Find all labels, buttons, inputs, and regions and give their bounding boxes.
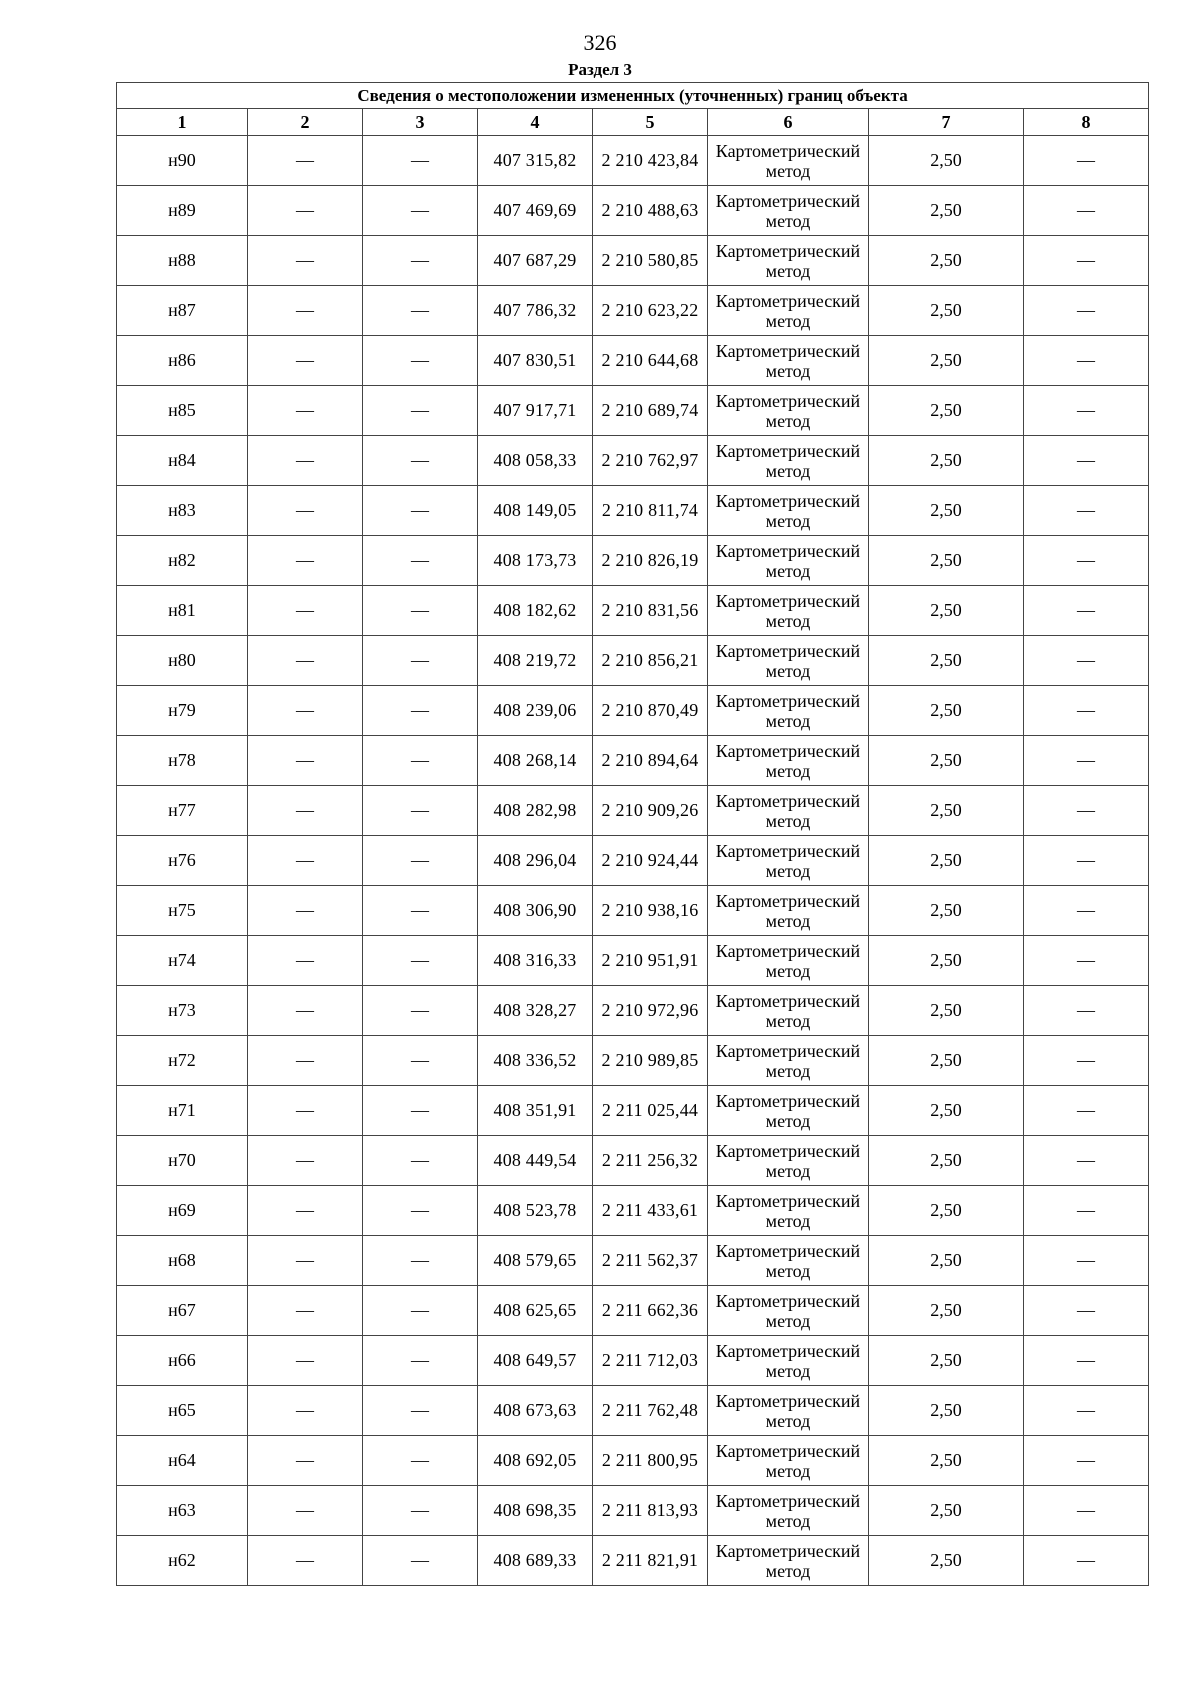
point-name-cell: н72 bbox=[117, 1036, 248, 1086]
table-row bbox=[117, 436, 1149, 486]
empty-dash-cell: — bbox=[363, 1336, 478, 1386]
accuracy-cell: 2,50 bbox=[869, 486, 1024, 536]
empty-dash-cell: — bbox=[1024, 686, 1149, 736]
x-coordinate-cell: 408 182,62 bbox=[478, 586, 593, 636]
accuracy-cell: 2,50 bbox=[869, 536, 1024, 586]
x-coordinate-cell: 407 917,71 bbox=[478, 386, 593, 436]
empty-dash-cell: — bbox=[363, 886, 478, 936]
accuracy-cell: 2,50 bbox=[869, 986, 1024, 1036]
empty-dash-cell: — bbox=[363, 936, 478, 986]
empty-dash-cell: — bbox=[363, 1236, 478, 1286]
empty-dash-cell: — bbox=[248, 1536, 363, 1586]
table-caption-row bbox=[117, 83, 1149, 109]
empty-dash-cell: — bbox=[248, 386, 363, 436]
x-coordinate-cell: 408 058,33 bbox=[478, 436, 593, 486]
x-coordinate-cell: 408 328,27 bbox=[478, 986, 593, 1036]
point-name-cell: н87 bbox=[117, 286, 248, 336]
empty-dash-cell: — bbox=[1024, 286, 1149, 336]
method-cell: Картометрический метод bbox=[708, 986, 869, 1036]
empty-dash-cell: — bbox=[1024, 986, 1149, 1036]
method-cell: Картометрический метод bbox=[708, 236, 869, 286]
empty-dash-cell: — bbox=[248, 486, 363, 536]
table-row bbox=[117, 1336, 1149, 1386]
y-coordinate-cell: 2 210 951,91 bbox=[593, 936, 708, 986]
table-row bbox=[117, 1236, 1149, 1286]
point-name-cell: н66 bbox=[117, 1336, 248, 1386]
y-coordinate-cell: 2 211 562,37 bbox=[593, 1236, 708, 1286]
empty-dash-cell: — bbox=[1024, 736, 1149, 786]
x-coordinate-cell: 408 351,91 bbox=[478, 1086, 593, 1136]
empty-dash-cell: — bbox=[248, 436, 363, 486]
empty-dash-cell: — bbox=[363, 286, 478, 336]
point-name-cell: н84 bbox=[117, 436, 248, 486]
accuracy-cell: 2,50 bbox=[869, 786, 1024, 836]
empty-dash-cell: — bbox=[1024, 1236, 1149, 1286]
column-numbers-row bbox=[117, 109, 1149, 136]
table-body bbox=[117, 136, 1149, 1586]
empty-dash-cell: — bbox=[1024, 486, 1149, 536]
x-coordinate-cell: 408 316,33 bbox=[478, 936, 593, 986]
empty-dash-cell: — bbox=[1024, 1086, 1149, 1136]
point-name-cell: н79 bbox=[117, 686, 248, 736]
empty-dash-cell: — bbox=[248, 1186, 363, 1236]
empty-dash-cell: — bbox=[363, 586, 478, 636]
table-row bbox=[117, 336, 1149, 386]
empty-dash-cell: — bbox=[248, 1336, 363, 1386]
accuracy-cell: 2,50 bbox=[869, 136, 1024, 186]
empty-dash-cell: — bbox=[248, 286, 363, 336]
empty-dash-cell: — bbox=[1024, 636, 1149, 686]
table-row bbox=[117, 236, 1149, 286]
empty-dash-cell: — bbox=[248, 786, 363, 836]
y-coordinate-cell: 2 211 762,48 bbox=[593, 1386, 708, 1436]
accuracy-cell: 2,50 bbox=[869, 386, 1024, 436]
x-coordinate-cell: 408 268,14 bbox=[478, 736, 593, 786]
x-coordinate-cell: 408 173,73 bbox=[478, 536, 593, 586]
y-coordinate-cell: 2 210 826,19 bbox=[593, 536, 708, 586]
table-row bbox=[117, 1086, 1149, 1136]
table-row bbox=[117, 1036, 1149, 1086]
empty-dash-cell: — bbox=[1024, 1286, 1149, 1336]
accuracy-cell: 2,50 bbox=[869, 1286, 1024, 1336]
accuracy-cell: 2,50 bbox=[869, 936, 1024, 986]
empty-dash-cell: — bbox=[363, 436, 478, 486]
point-name-cell: н78 bbox=[117, 736, 248, 786]
accuracy-cell: 2,50 bbox=[869, 1386, 1024, 1436]
empty-dash-cell: — bbox=[1024, 136, 1149, 186]
empty-dash-cell: — bbox=[248, 836, 363, 886]
y-coordinate-cell: 2 210 644,68 bbox=[593, 336, 708, 386]
point-name-cell: н83 bbox=[117, 486, 248, 536]
empty-dash-cell: — bbox=[1024, 1436, 1149, 1486]
x-coordinate-cell: 408 689,33 bbox=[478, 1536, 593, 1586]
table-row bbox=[117, 786, 1149, 836]
table-row bbox=[117, 536, 1149, 586]
empty-dash-cell: — bbox=[363, 836, 478, 886]
method-cell: Картометрический метод bbox=[708, 936, 869, 986]
x-coordinate-cell: 408 239,06 bbox=[478, 686, 593, 736]
point-name-cell: н74 bbox=[117, 936, 248, 986]
x-coordinate-cell: 408 698,35 bbox=[478, 1486, 593, 1536]
method-cell: Картометрический метод bbox=[708, 836, 869, 886]
y-coordinate-cell: 2 210 580,85 bbox=[593, 236, 708, 286]
point-name-cell: н65 bbox=[117, 1386, 248, 1436]
empty-dash-cell: — bbox=[363, 236, 478, 286]
method-cell: Картометрический метод bbox=[708, 486, 869, 536]
x-coordinate-cell: 408 579,65 bbox=[478, 1236, 593, 1286]
empty-dash-cell: — bbox=[363, 1136, 478, 1186]
empty-dash-cell: — bbox=[248, 236, 363, 286]
method-cell: Картометрический метод bbox=[708, 1386, 869, 1436]
column-number: 7 bbox=[869, 109, 1024, 136]
empty-dash-cell: — bbox=[248, 636, 363, 686]
method-cell: Картометрический метод bbox=[708, 886, 869, 936]
x-coordinate-cell: 407 687,29 bbox=[478, 236, 593, 286]
y-coordinate-cell: 2 210 488,63 bbox=[593, 186, 708, 236]
y-coordinate-cell: 2 211 800,95 bbox=[593, 1436, 708, 1486]
accuracy-cell: 2,50 bbox=[869, 886, 1024, 936]
empty-dash-cell: — bbox=[363, 186, 478, 236]
empty-dash-cell: — bbox=[248, 1286, 363, 1336]
y-coordinate-cell: 2 211 712,03 bbox=[593, 1336, 708, 1386]
empty-dash-cell: — bbox=[1024, 1336, 1149, 1386]
y-coordinate-cell: 2 210 856,21 bbox=[593, 636, 708, 686]
empty-dash-cell: — bbox=[1024, 1036, 1149, 1086]
method-cell: Картометрический метод bbox=[708, 736, 869, 786]
y-coordinate-cell: 2 210 989,85 bbox=[593, 1036, 708, 1086]
x-coordinate-cell: 408 625,65 bbox=[478, 1286, 593, 1336]
empty-dash-cell: — bbox=[248, 936, 363, 986]
x-coordinate-cell: 408 673,63 bbox=[478, 1386, 593, 1436]
empty-dash-cell: — bbox=[1024, 386, 1149, 436]
point-name-cell: н82 bbox=[117, 536, 248, 586]
y-coordinate-cell: 2 210 909,26 bbox=[593, 786, 708, 836]
column-number: 1 bbox=[117, 109, 248, 136]
empty-dash-cell: — bbox=[248, 886, 363, 936]
y-coordinate-cell: 2 210 924,44 bbox=[593, 836, 708, 886]
empty-dash-cell: — bbox=[248, 686, 363, 736]
x-coordinate-cell: 408 649,57 bbox=[478, 1336, 593, 1386]
table-row bbox=[117, 886, 1149, 936]
empty-dash-cell: — bbox=[248, 1386, 363, 1436]
point-name-cell: н75 bbox=[117, 886, 248, 936]
empty-dash-cell: — bbox=[248, 586, 363, 636]
empty-dash-cell: — bbox=[363, 136, 478, 186]
empty-dash-cell: — bbox=[363, 1036, 478, 1086]
method-cell: Картометрический метод bbox=[708, 1536, 869, 1586]
empty-dash-cell: — bbox=[248, 1436, 363, 1486]
method-cell: Картометрический метод bbox=[708, 786, 869, 836]
y-coordinate-cell: 2 210 831,56 bbox=[593, 586, 708, 636]
x-coordinate-cell: 407 830,51 bbox=[478, 336, 593, 386]
page-number: 326 bbox=[583, 30, 617, 55]
empty-dash-cell: — bbox=[1024, 336, 1149, 386]
empty-dash-cell: — bbox=[363, 486, 478, 536]
column-number: 6 bbox=[708, 109, 869, 136]
point-name-cell: н71 bbox=[117, 1086, 248, 1136]
empty-dash-cell: — bbox=[363, 736, 478, 786]
point-name-cell: н90 bbox=[117, 136, 248, 186]
point-name-cell: н80 bbox=[117, 636, 248, 686]
empty-dash-cell: — bbox=[1024, 936, 1149, 986]
y-coordinate-cell: 2 210 423,84 bbox=[593, 136, 708, 186]
table-row bbox=[117, 386, 1149, 436]
y-coordinate-cell: 2 210 972,96 bbox=[593, 986, 708, 1036]
accuracy-cell: 2,50 bbox=[869, 686, 1024, 736]
accuracy-cell: 2,50 bbox=[869, 1136, 1024, 1186]
x-coordinate-cell: 408 449,54 bbox=[478, 1136, 593, 1186]
accuracy-cell: 2,50 bbox=[869, 1086, 1024, 1136]
empty-dash-cell: — bbox=[363, 786, 478, 836]
accuracy-cell: 2,50 bbox=[869, 836, 1024, 886]
point-name-cell: н81 bbox=[117, 586, 248, 636]
method-cell: Картометрический метод bbox=[708, 586, 869, 636]
method-cell: Картометрический метод bbox=[708, 336, 869, 386]
empty-dash-cell: — bbox=[1024, 1536, 1149, 1586]
empty-dash-cell: — bbox=[363, 1186, 478, 1236]
accuracy-cell: 2,50 bbox=[869, 1336, 1024, 1386]
empty-dash-cell: — bbox=[248, 336, 363, 386]
empty-dash-cell: — bbox=[363, 1536, 478, 1586]
accuracy-cell: 2,50 bbox=[869, 1236, 1024, 1286]
empty-dash-cell: — bbox=[363, 636, 478, 686]
empty-dash-cell: — bbox=[248, 736, 363, 786]
empty-dash-cell: — bbox=[1024, 1186, 1149, 1236]
x-coordinate-cell: 408 523,78 bbox=[478, 1186, 593, 1236]
y-coordinate-cell: 2 211 813,93 bbox=[593, 1486, 708, 1536]
method-cell: Картометрический метод bbox=[708, 1486, 869, 1536]
y-coordinate-cell: 2 211 025,44 bbox=[593, 1086, 708, 1136]
accuracy-cell: 2,50 bbox=[869, 636, 1024, 686]
empty-dash-cell: — bbox=[248, 1486, 363, 1536]
accuracy-cell: 2,50 bbox=[869, 1036, 1024, 1086]
section-title: Раздел 3 bbox=[568, 60, 632, 79]
table-row bbox=[117, 1286, 1149, 1336]
empty-dash-cell: — bbox=[1024, 886, 1149, 936]
x-coordinate-cell: 407 469,69 bbox=[478, 186, 593, 236]
table-row bbox=[117, 636, 1149, 686]
empty-dash-cell: — bbox=[248, 1086, 363, 1136]
column-number: 3 bbox=[363, 109, 478, 136]
point-name-cell: н63 bbox=[117, 1486, 248, 1536]
method-cell: Картометрический метод bbox=[708, 1336, 869, 1386]
empty-dash-cell: — bbox=[363, 536, 478, 586]
x-coordinate-cell: 408 219,72 bbox=[478, 636, 593, 686]
empty-dash-cell: — bbox=[248, 186, 363, 236]
empty-dash-cell: — bbox=[1024, 536, 1149, 586]
accuracy-cell: 2,50 bbox=[869, 586, 1024, 636]
table-row bbox=[117, 936, 1149, 986]
point-name-cell: н76 bbox=[117, 836, 248, 886]
empty-dash-cell: — bbox=[1024, 1386, 1149, 1436]
empty-dash-cell: — bbox=[363, 1086, 478, 1136]
table-row bbox=[117, 136, 1149, 186]
column-number: 8 bbox=[1024, 109, 1149, 136]
empty-dash-cell: — bbox=[248, 1136, 363, 1186]
empty-dash-cell: — bbox=[363, 986, 478, 1036]
empty-dash-cell: — bbox=[363, 386, 478, 436]
table-row bbox=[117, 1136, 1149, 1186]
empty-dash-cell: — bbox=[248, 1236, 363, 1286]
empty-dash-cell: — bbox=[1024, 1486, 1149, 1536]
y-coordinate-cell: 2 211 662,36 bbox=[593, 1286, 708, 1336]
table-row bbox=[117, 1486, 1149, 1536]
method-cell: Картометрический метод bbox=[708, 1286, 869, 1336]
point-name-cell: н86 bbox=[117, 336, 248, 386]
method-cell: Картометрический метод bbox=[708, 1236, 869, 1286]
y-coordinate-cell: 2 210 623,22 bbox=[593, 286, 708, 336]
empty-dash-cell: — bbox=[248, 986, 363, 1036]
table-row bbox=[117, 736, 1149, 786]
method-cell: Картометрический метод bbox=[708, 186, 869, 236]
y-coordinate-cell: 2 210 762,97 bbox=[593, 436, 708, 486]
accuracy-cell: 2,50 bbox=[869, 1536, 1024, 1586]
point-name-cell: н70 bbox=[117, 1136, 248, 1186]
method-cell: Картометрический метод bbox=[708, 536, 869, 586]
accuracy-cell: 2,50 bbox=[869, 186, 1024, 236]
method-cell: Картометрический метод bbox=[708, 436, 869, 486]
empty-dash-cell: — bbox=[1024, 186, 1149, 236]
method-cell: Картометрический метод bbox=[708, 1186, 869, 1236]
method-cell: Картометрический метод bbox=[708, 1136, 869, 1186]
table-row bbox=[117, 1436, 1149, 1486]
table-row bbox=[117, 1186, 1149, 1236]
point-name-cell: н89 bbox=[117, 186, 248, 236]
y-coordinate-cell: 2 211 433,61 bbox=[593, 1186, 708, 1236]
empty-dash-cell: — bbox=[363, 1486, 478, 1536]
method-cell: Картометрический метод bbox=[708, 686, 869, 736]
empty-dash-cell: — bbox=[363, 1286, 478, 1336]
table-row bbox=[117, 1386, 1149, 1436]
y-coordinate-cell: 2 210 870,49 bbox=[593, 686, 708, 736]
accuracy-cell: 2,50 bbox=[869, 1436, 1024, 1486]
point-name-cell: н64 bbox=[117, 1436, 248, 1486]
empty-dash-cell: — bbox=[248, 1036, 363, 1086]
method-cell: Картометрический метод bbox=[708, 1086, 869, 1136]
x-coordinate-cell: 408 282,98 bbox=[478, 786, 593, 836]
x-coordinate-cell: 408 296,04 bbox=[478, 836, 593, 886]
empty-dash-cell: — bbox=[1024, 836, 1149, 886]
empty-dash-cell: — bbox=[248, 136, 363, 186]
empty-dash-cell: — bbox=[1024, 1136, 1149, 1186]
y-coordinate-cell: 2 211 821,91 bbox=[593, 1536, 708, 1586]
point-name-cell: н62 bbox=[117, 1536, 248, 1586]
method-cell: Картометрический метод bbox=[708, 1436, 869, 1486]
point-name-cell: н73 bbox=[117, 986, 248, 1036]
method-cell: Картометрический метод bbox=[708, 1036, 869, 1086]
empty-dash-cell: — bbox=[363, 336, 478, 386]
table-caption: Сведения о местоположении измененных (уточненных) границ объекта bbox=[117, 83, 1149, 109]
x-coordinate-cell: 407 315,82 bbox=[478, 136, 593, 186]
table-row bbox=[117, 286, 1149, 336]
x-coordinate-cell: 408 692,05 bbox=[478, 1436, 593, 1486]
y-coordinate-cell: 2 210 811,74 bbox=[593, 486, 708, 536]
point-name-cell: н67 bbox=[117, 1286, 248, 1336]
table-row bbox=[117, 1536, 1149, 1586]
point-name-cell: н68 bbox=[117, 1236, 248, 1286]
table-row bbox=[117, 836, 1149, 886]
empty-dash-cell: — bbox=[363, 1386, 478, 1436]
accuracy-cell: 2,50 bbox=[869, 436, 1024, 486]
empty-dash-cell: — bbox=[248, 536, 363, 586]
x-coordinate-cell: 407 786,32 bbox=[478, 286, 593, 336]
column-number: 2 bbox=[248, 109, 363, 136]
accuracy-cell: 2,50 bbox=[869, 1486, 1024, 1536]
empty-dash-cell: — bbox=[1024, 586, 1149, 636]
point-name-cell: н77 bbox=[117, 786, 248, 836]
method-cell: Картометрический метод bbox=[708, 636, 869, 686]
method-cell: Картометрический метод bbox=[708, 136, 869, 186]
y-coordinate-cell: 2 210 689,74 bbox=[593, 386, 708, 436]
empty-dash-cell: — bbox=[1024, 786, 1149, 836]
y-coordinate-cell: 2 210 894,64 bbox=[593, 736, 708, 786]
y-coordinate-cell: 2 210 938,16 bbox=[593, 886, 708, 936]
empty-dash-cell: — bbox=[363, 1436, 478, 1486]
empty-dash-cell: — bbox=[1024, 436, 1149, 486]
column-number: 5 bbox=[593, 109, 708, 136]
accuracy-cell: 2,50 bbox=[869, 1186, 1024, 1236]
x-coordinate-cell: 408 306,90 bbox=[478, 886, 593, 936]
accuracy-cell: 2,50 bbox=[869, 336, 1024, 386]
x-coordinate-cell: 408 336,52 bbox=[478, 1036, 593, 1086]
column-number: 4 bbox=[478, 109, 593, 136]
accuracy-cell: 2,50 bbox=[869, 236, 1024, 286]
empty-dash-cell: — bbox=[363, 686, 478, 736]
table-row bbox=[117, 186, 1149, 236]
table-row bbox=[117, 986, 1149, 1036]
coordinates-table bbox=[116, 82, 1149, 1586]
empty-dash-cell: — bbox=[1024, 236, 1149, 286]
method-cell: Картометрический метод bbox=[708, 286, 869, 336]
x-coordinate-cell: 408 149,05 bbox=[478, 486, 593, 536]
y-coordinate-cell: 2 211 256,32 bbox=[593, 1136, 708, 1186]
table-row bbox=[117, 486, 1149, 536]
accuracy-cell: 2,50 bbox=[869, 286, 1024, 336]
point-name-cell: н85 bbox=[117, 386, 248, 436]
accuracy-cell: 2,50 bbox=[869, 736, 1024, 786]
table-row bbox=[117, 686, 1149, 736]
point-name-cell: н88 bbox=[117, 236, 248, 286]
table-row bbox=[117, 586, 1149, 636]
point-name-cell: н69 bbox=[117, 1186, 248, 1236]
method-cell: Картометрический метод bbox=[708, 386, 869, 436]
